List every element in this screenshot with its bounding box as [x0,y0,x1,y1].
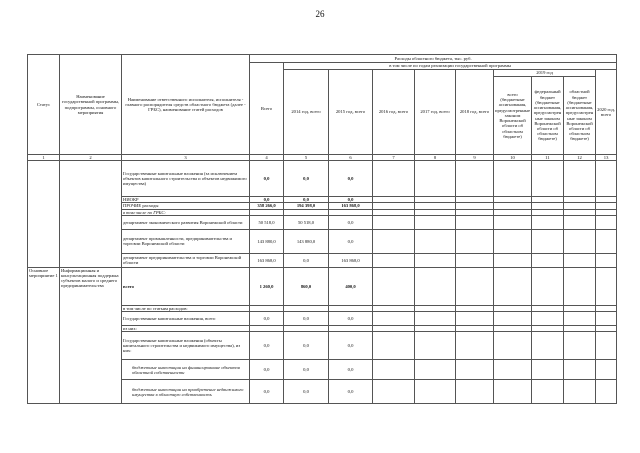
header-expenses: Расходы областного бюджета, тыс. руб. [250,55,617,63]
row-name: из них: [122,326,250,332]
table-row: бюджетные инвестиции на приобретение недвижимого имущества в областную собственность 0,0 0,0 0,0 [28,380,617,404]
table-row: департамент экономического развития Воронежской области 50 518,0 50 518,0 0,0 [28,215,617,229]
row-name: бюджетные инвестиции на приобретение недвижимого имущества в областную собственность [122,380,250,404]
header-2018: 2018 год, всего [456,70,494,155]
page-number: 26 [315,9,325,19]
table-row: департамент предпринимательства и торговли Воронежской области 163 868,0 0,0 163 868,0 [28,253,617,267]
table-row: НИОКР 0,0 0,0 0,0 [28,197,617,203]
header-2019: 2019 год [494,70,596,77]
row-name: бюджетные инвестиции на финансирование объектов областной собственности [122,360,250,380]
column-numbers-row: 1 2 3 4 5 6 7 8 9 10 11 12 13 [28,155,617,161]
header-2019-federal: федеральный бюджет (бюджетные ассигнования, предусмотренные законом Воронежской области об областном бюджете) [532,77,564,155]
row-name: Государственные капитальные вложения (объекты капитального строительства и недвижимого имущества), из них: [122,332,250,360]
measure-label: всего [122,267,250,305]
row-name: департамент экономического развития Воронежской области [122,215,250,229]
header-2020: 2020 год, всего [596,70,617,155]
row-name: в том числе по статьям расходов: [122,305,250,311]
row-name: в том числе по ГРБС: [122,209,250,215]
row-name: Государственные капитальные вложения, всего [122,312,250,326]
header-2019-regional: областной бюджет (бюджетные ассигнования, предусмотренные законом Воронежской области об областном бюджете) [564,77,596,155]
header-responsible-name: Наименование ответственного исполнителя, исполнителя - главного распорядителя средств областного бюджета (далее - ГРБС), наименование статей расходов [122,55,250,155]
header-program-name: Наименование государственной программы, подпрограммы, основного мероприятия [60,55,122,155]
table-row: Государственные капитальные вложения (за исключением объектов капитального строительства и объектов недвижимого имущества) 0,0 0,0 0,0 [28,161,617,197]
table-row: Государственные капитальные вложения (объекты капитального строительства и недвижимого имущества), из них: 0,0 0,0 0,0 [28,332,617,360]
row-name: НИОКР [122,197,250,203]
measure-status: Основное мероприятие 1 [28,267,60,403]
header-2016: 2016 год, всего [373,70,415,155]
header-total: Всего [250,63,284,155]
header-2017: 2017 год, всего [415,70,456,155]
header-2015: 2015 год, всего [329,70,373,155]
table-row: Государственные капитальные вложения, всего 0,0 0,0 0,0 [28,312,617,326]
header-status: Статус [28,55,60,155]
table-row: ПРОЧИЕ расходы 358 266,0 194 398,0 163 868,0 [28,203,617,209]
budget-table [27,54,617,404]
header-by-years: в том числе по годам реализации государственной программы [284,63,617,70]
measure-name: Информационная и консультационная поддержка субъектов малого и среднего предпринимательства [60,267,122,403]
header-2014: 2014 год, всего [284,70,329,155]
row-name: департамент предпринимательства и торговли Воронежской области [122,253,250,267]
row-name: департамент промышленности, предпринимательства и торговли Воронежской области [122,229,250,253]
header-2019-total: всего (бюджетные ассигнования, предусмотренные законом Воронежской области об областном бюджете) [494,77,532,155]
measure-row: Основное мероприятие 1 Информационная и консультационная поддержка субъектов малого и среднего предпринимательства всего 1 260,0 860,0 400,0 [28,267,617,305]
row-name: ПРОЧИЕ расходы [122,203,250,209]
table-row: бюджетные инвестиции на финансирование объектов областной собственности 0,0 0,0 0,0 [28,360,617,380]
row-name: Государственные капитальные вложения (за исключением объектов капитального строительства и объектов недвижимого имущества) [122,161,250,197]
table-row: департамент промышленности, предпринимательства и торговли Воронежской области 143 880,0 143 880,0 0,0 [28,229,617,253]
